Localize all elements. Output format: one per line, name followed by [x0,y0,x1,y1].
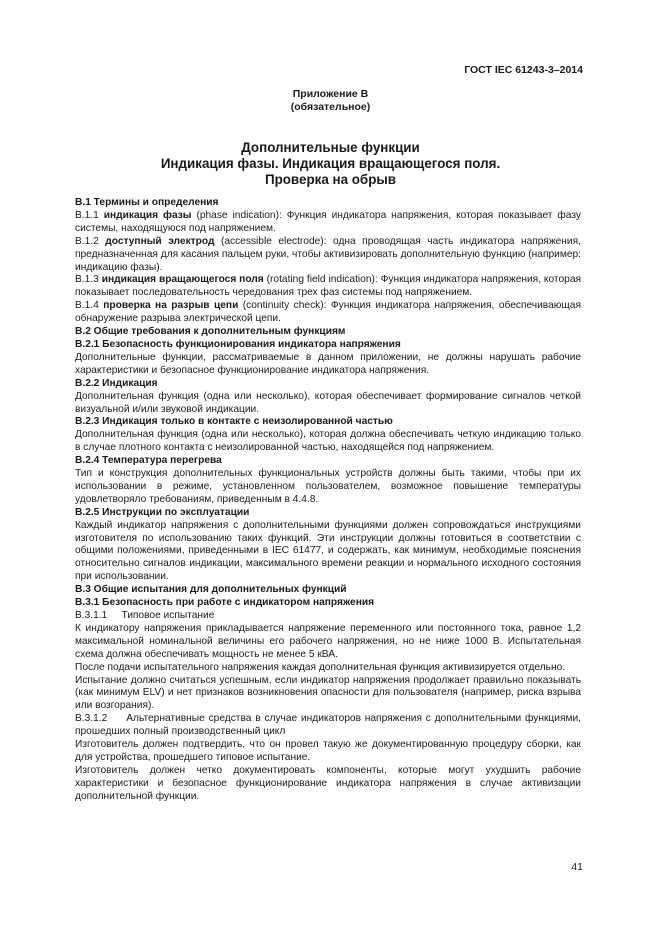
paragraph: Каждый индикатор напряжения с дополнительными функциями должен сопровождаться инструкциями изготовителя по использованию таких функций. Эти инструкции должны готовиться в соответствии с общими положениями, приведенными в IEC 61477, и содержать, как минимум, необходимые пояснения относительно сигналов индикации, максимального времени реакции и нормального исходного состояния при использовании. [75,519,581,583]
appendix-heading [0,88,661,114]
document-body [75,197,581,804]
clause-title: Типовое испытание [121,610,215,621]
paragraph: После подачи испытательного напряжения каждая дополнительная функция активизируется отдельно. [75,661,566,673]
paragraph: Дополнительные функции, рассматриваемые в данном приложении, не должны нарушать рабочие характеристики и безопасное функционирование индикатора напряжения. [75,351,581,376]
definition-paragraph [75,210,581,236]
appendix-label: Приложение В [292,88,369,100]
paragraph: Испытание должно считаться успешным, если индикатор напряжения продолжает правильно показывать (как минимум ELV) и нет признаков возникновения опасности для пользователя (например, риска взрыва или возгорания). [75,674,581,712]
section-heading: В.2 Общие требования к дополнительным функциям [75,326,346,338]
subsection-heading: В.2.1 Безопасность функционирования индикатора напряжения [75,338,401,350]
appendix-title [0,140,661,188]
clause-number: В.1.2 [75,235,99,247]
definition-text: (rotating field indication): Функция индикатора напряжения, которая показывает последовательность чередования трех фаз системы под напряжением. [75,274,581,299]
definition-paragraph [75,236,581,275]
clause-line [75,713,581,739]
paragraph: Изготовитель должен подтвердить, что он провел такую же документированную процедуру сборки, как для устройства, прошедшего типовое испытание. [75,739,581,763]
title-line-3: Проверка на обрыв [264,172,397,187]
clause-number: В.1.4 [75,300,99,312]
subsection-heading: В.2.4 Температура перегрева [75,455,222,467]
definition-paragraph [75,300,581,326]
standard-number: ГОСТ IEC 61243-3–2014 [464,64,583,76]
definition-text: (phase indication): Функция индикатора напряжения, которая показывает фазу системы, находящуюся под напряжением. [75,209,581,234]
section-heading: В.1 Термины и определения [75,197,219,208]
definition-paragraph [75,274,581,300]
clause-number: В.1.3 [75,274,99,286]
clause-number: В.3.1.1 [75,610,108,621]
paragraph: Изготовитель должен четко документировать компоненты, которые могут ухудшить рабочие характеристики и безопасное функционирование индикатора напряжения в случае активизации дополнительной функции. [75,764,581,802]
subsection-heading: В.3.1 Безопасность при работе с индикатором напряжения [75,597,375,609]
subsection-heading: В.2.3 Индикация только в контакте с неизолированной частью [75,416,393,428]
paragraph: Дополнительная функция (одна или несколько), которая обеспечивает формирование сигналов четкой визуальной и/или звуковой индикации. [75,390,581,415]
subsection-heading: В.2.5 Инструкции по эксплуатации [75,506,250,518]
clause-number: В.1.1 [75,209,99,221]
definition-text: (accessible electrode): одна проводящая часть индикатора напряжения, предназначенная для касания пальцем руки, чтобы активизировать дополнительную функцию (например: индикацию фазы). [75,235,581,273]
definition-text: (continuity check): Функция индикатора напряжения, обеспечивающая обнаружение разрыва электрической цепи. [75,300,581,325]
paragraph: Дополнительная функция (одна или несколько), которая должна обеспечивать четкую индикацию только в случае плотного контакта с неизолированной частью, находящейся под напряжением. [75,429,581,454]
clause-number: В.3.1.2 [75,713,108,725]
term: индикация вращающегося поля [101,274,264,286]
paragraph: Тип и конструкция дополнительных функциональных устройств должны быть такими, чтобы при их использовании в режиме, установленном пользователем, возможное повышение температуры удовлетворяло требованиям, приведенным в 4.4.8. [75,468,581,505]
page-number: 41 [571,861,583,873]
term: проверка на разрыв цепи [103,300,239,312]
term: доступный электрод [105,235,215,247]
title-line-2: Индикация фазы. Индикация вращающегося поля. [160,156,501,171]
term: индикация фазы [103,209,192,221]
clause-line [75,610,581,623]
paragraph: К индикатору напряжения прикладывается напряжение переменного или постоянного тока, равное 1,2 максимальной номинальной величины его рабочего напряжения, но не ниже 1000 В. Испытательная схема должна обеспечивать мощность не менее 5 кВА. [75,622,581,660]
appendix-status: (обязательное) [290,101,371,113]
clause-title: Альтернативные средства в случае индикаторов напряжения с дополнительными функциями, прошедших полный производственный цикл [75,713,582,738]
title-line-1: Дополнительные функции [241,140,420,155]
subsection-heading: В.2.2 Индикация [75,377,158,389]
section-heading: В.3 Общие испытания для дополнительных функций [75,584,347,596]
